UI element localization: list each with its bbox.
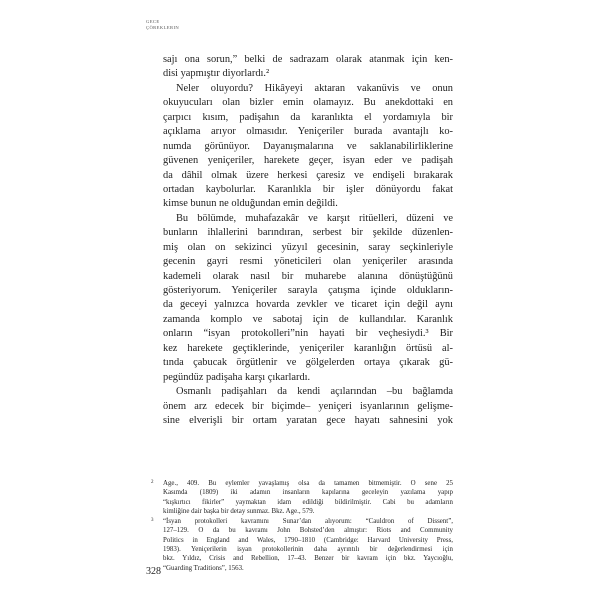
body-line: sine elverişli bir ortam yaratan gece hayatı sahnesini yok: [163, 414, 453, 426]
body-line: güvenen yeniçeriler, harekete geçer, isyan eder ve padişah: [163, 155, 453, 167]
footnote-line: bkz. Yıldız, Crisis and Rebellion, 17–43. Benzer bir kavram için bkz. Yaycıoğlu,: [163, 555, 453, 563]
footnotes: [151, 479, 453, 573]
body-line: çarpıcı kısım, padişahın da karanlıkta el yordamıyla bir: [163, 111, 453, 123]
body-line: önem arz edecek bir biçimde– yeniçeri isyanlarının gelişme-: [163, 400, 453, 412]
footnote-line: Politics in England and Wales, 1790–1810 (Cambridge: Harvard University Press,: [163, 536, 453, 544]
footnote-line: Age., 409. Bu eylemler yavaşlamış olsa da tamamen bitmemiştir. O sene 25: [163, 480, 453, 487]
footnote-line: 1983). Yeniçerilerin isyan protokollerinin daha ayrıntılı bir değerlendirmesi için: [163, 546, 453, 554]
body-line: pegündüz padişaha karşı çıkarlardı.: [163, 371, 311, 383]
body-line: kademeli olarak nasıl bir muharebe alanına dönüştüğünü: [163, 270, 453, 282]
body-line: açıklama arıyor olmasıdır. Yeniçeriler burada avantajlı ko-: [163, 126, 453, 138]
body-line: okuyucuları olan bizler emin olamayız. Bu anekdottaki en: [163, 97, 453, 109]
body-line: gecenin gayri resmi yöneticileri olan yeniçeriler arasında: [163, 256, 453, 268]
body-line: Bu bölümde, muhafazakâr ve karşıt ritüelleri, düzeni ve: [176, 212, 453, 224]
body-line: da dâhil olmak üzere herkesi çaresiz ve endişeli bırakarak: [163, 169, 453, 181]
body-line: Neler oluyordu? Hikâyeyi aktaran vakanüvis ve onun: [176, 82, 453, 94]
body-line: ortadan kaybolurlar. Karanlıkla bir işler dönüyordu fakat: [163, 183, 453, 195]
footnote: [151, 479, 453, 516]
body-line: zamanda komplo ve sabotaj için de kullandılar. Karanlık: [163, 313, 453, 325]
footnote-line: kimliğine dair başka bir detay sunmaz. Bkz. Age., 579.: [163, 507, 315, 515]
footnote-number: 3: [151, 518, 154, 524]
running-header: [146, 19, 179, 31]
footnote-line: “kışkırtıcı fikirler” yaymaktan idam edildiği bildirilmiştir. Cabi bu adamların: [163, 498, 453, 506]
body-line: disi yapmıştır diyorlardı.²: [163, 68, 270, 80]
body-line: numda görünüyor. Dayanışmalarına ve saklanabilirliklerine: [163, 140, 453, 152]
running-header-line-1: GECE: [146, 19, 160, 24]
footnote-line: “İsyan protokolleri kavramını Sunar’dan alıyorum: “Cauldron of Dissent”,: [163, 518, 453, 526]
footnote-number: 2: [151, 480, 154, 485]
body-line: sajı ona sorun,” belki de sadrazam olarak atanmak için ken-: [163, 54, 453, 65]
running-header-line-2: ÇÖREKLERIN: [146, 25, 180, 30]
footnote-line: “Guarding Traditions”, 1563.: [163, 564, 244, 572]
body-line: da geceyi yalnızca hovarda zevkler ve ticaret için değil aynı: [163, 299, 453, 311]
body-line: kez harekete geçtiklerinde, yeniçeriler karanlığın örtüsü al-: [163, 342, 453, 354]
body-line: gösteriyorum. Yeniçeriler sarayla çatışma içinde oldukların-: [163, 285, 453, 296]
body-line: Osmanlı padişahları da kendi açılarından –bu bağlamda: [176, 386, 453, 398]
footnote-line: 127–129. O da bu kavramı John Bohsted’den almıştır: Riots and Community: [163, 527, 453, 535]
body-line: miş olan on sekizinci yüzyıl gecesinin, saray seçkinleriyle: [163, 241, 453, 253]
body-line: kimse bunun ne olduğundan emin değildi.: [163, 198, 338, 210]
footnote: [151, 517, 453, 573]
page-number: 328: [146, 566, 161, 577]
footnote-line: Kasımda (1809) iki adamın insanların kapılarına geceleyin yazılama yapıp: [163, 489, 453, 497]
body-line: bunların ihlallerini barındıran, serbest bir şekilde düzenlen-: [163, 227, 453, 239]
body-text: [163, 53, 453, 428]
body-line: tında çabucak örgütlenir ve gölgelerden ortaya çıkarak gü-: [163, 357, 453, 369]
body-line: onların “isyan protokolleri”nin hayati bir veçhesiydi.³ Bir: [163, 328, 453, 340]
